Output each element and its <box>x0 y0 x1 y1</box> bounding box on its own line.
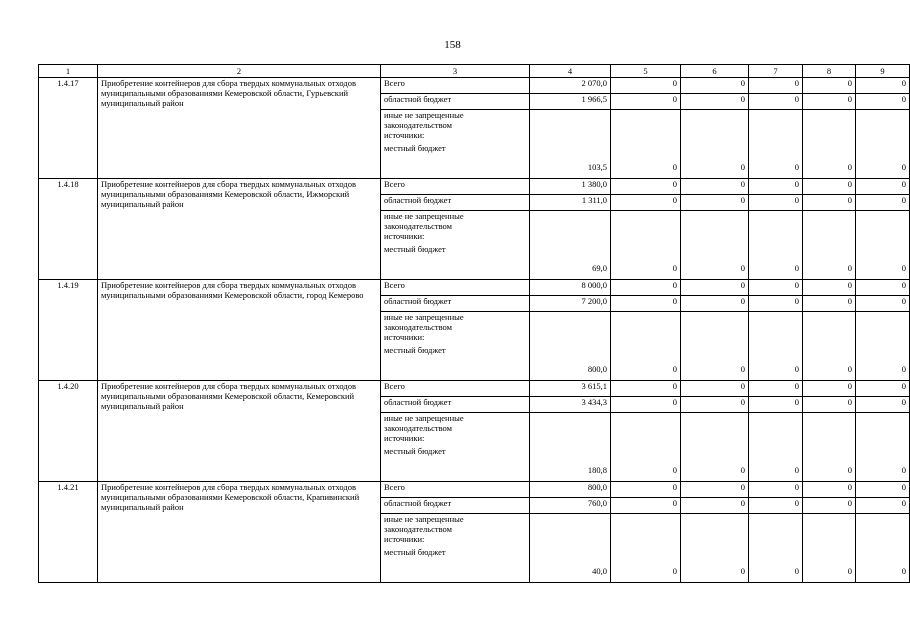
value-cell: 0 <box>611 296 681 312</box>
value-cell: 0 <box>611 397 681 413</box>
header-cell: 3 <box>381 65 530 78</box>
header-cell: 5 <box>611 65 681 78</box>
other-sources-label <box>384 413 526 456</box>
value-cell: 0 <box>681 78 749 94</box>
other-sources-line: иные не запрещенные <box>384 312 464 322</box>
other-sources-line: иные не запрещенные <box>384 211 464 221</box>
value-cell: 0 <box>681 94 749 110</box>
source-label-local: местный бюджет <box>384 143 446 153</box>
value-cell: 0 <box>803 110 856 179</box>
value-cell: 0 <box>856 514 910 583</box>
value-cell: 0 <box>611 413 681 482</box>
value-cell: 0 <box>749 110 803 179</box>
other-sources-line: иные не запрещенные <box>384 110 464 120</box>
source-label-total: Всего <box>381 381 530 397</box>
value-cell: 0 <box>611 381 681 397</box>
value-cell: 760,0 <box>530 498 611 514</box>
value-cell: 0 <box>856 381 910 397</box>
value-cell: 0 <box>856 94 910 110</box>
value-cell: 0 <box>803 498 856 514</box>
source-label-local: местный бюджет <box>384 446 446 456</box>
other-sources-label <box>384 514 526 557</box>
source-label-regional: областной бюджет <box>381 397 530 413</box>
value-cell: 0 <box>856 397 910 413</box>
other-sources-line: законодательством <box>384 120 453 130</box>
value-cell: 0 <box>856 78 910 94</box>
page-number: 158 <box>444 39 461 51</box>
value-cell: 0 <box>681 280 749 296</box>
item-code: 1.4.21 <box>39 482 98 583</box>
value-cell: 0 <box>749 397 803 413</box>
item-code: 1.4.18 <box>39 179 98 280</box>
value-cell: 0 <box>749 381 803 397</box>
value-cell: 0 <box>803 179 856 195</box>
other-sources-label <box>384 211 526 254</box>
header-cell: 6 <box>681 65 749 78</box>
value-cell: 69,0 <box>530 211 611 280</box>
value-cell: 0 <box>803 381 856 397</box>
source-label-other <box>381 312 530 381</box>
value-cell: 103,5 <box>530 110 611 179</box>
value-cell: 800,0 <box>530 482 611 498</box>
value-cell: 0 <box>803 312 856 381</box>
value-cell: 0 <box>856 413 910 482</box>
value-cell: 0 <box>803 94 856 110</box>
value-cell: 0 <box>611 94 681 110</box>
value-cell: 0 <box>856 482 910 498</box>
value-cell: 0 <box>681 397 749 413</box>
value-cell: 0 <box>803 482 856 498</box>
value-cell: 7 200,0 <box>530 296 611 312</box>
value-cell: 0 <box>611 195 681 211</box>
header-cell: 4 <box>530 65 611 78</box>
value-cell: 180,8 <box>530 413 611 482</box>
value-cell: 0 <box>803 78 856 94</box>
other-sources-line: законодательством <box>384 423 453 433</box>
source-label-total: Всего <box>381 179 530 195</box>
table-row-total <box>39 179 910 195</box>
value-cell: 0 <box>803 211 856 280</box>
value-cell: 0 <box>611 514 681 583</box>
value-cell: 0 <box>611 280 681 296</box>
value-cell: 0 <box>749 78 803 94</box>
value-cell: 0 <box>611 498 681 514</box>
value-cell: 0 <box>749 413 803 482</box>
value-cell: 0 <box>611 78 681 94</box>
value-cell: 0 <box>681 110 749 179</box>
value-cell: 0 <box>856 110 910 179</box>
header-cell: 9 <box>856 65 910 78</box>
item-code: 1.4.19 <box>39 280 98 381</box>
value-cell: 0 <box>681 514 749 583</box>
value-cell: 0 <box>681 312 749 381</box>
source-label-other <box>381 413 530 482</box>
table-row-total <box>39 381 910 397</box>
value-cell: 1 966,5 <box>530 94 611 110</box>
item-description: Приобретение контейнеров для сбора твердых коммунальных отходов муниципальными образованиями Кемеровской области, Крапивинский муниципальный район <box>98 482 381 583</box>
header-row <box>39 65 910 78</box>
source-label-regional: областной бюджет <box>381 195 530 211</box>
item-description: Приобретение контейнеров для сбора твердых коммунальных отходов муниципальными образованиями Кемеровской области, Гурьевский муниципальный район <box>98 78 381 179</box>
value-cell: 0 <box>856 280 910 296</box>
source-label-total: Всего <box>381 482 530 498</box>
value-cell: 0 <box>856 195 910 211</box>
source-label-local: местный бюджет <box>384 547 446 557</box>
table-row-total <box>39 280 910 296</box>
value-cell: 0 <box>681 179 749 195</box>
source-label-other <box>381 514 530 583</box>
other-sources-line: законодательством <box>384 221 453 231</box>
other-sources-label <box>384 312 526 355</box>
item-code: 1.4.20 <box>39 381 98 482</box>
value-cell: 0 <box>749 211 803 280</box>
source-label-total: Всего <box>381 280 530 296</box>
value-cell: 0 <box>803 413 856 482</box>
value-cell: 0 <box>611 211 681 280</box>
value-cell: 0 <box>749 296 803 312</box>
value-cell: 0 <box>856 296 910 312</box>
table-body <box>39 78 910 583</box>
value-cell: 0 <box>749 280 803 296</box>
other-sources-line: источники: <box>384 130 425 140</box>
source-label-local: местный бюджет <box>384 345 446 355</box>
item-description: Приобретение контейнеров для сбора твердых коммунальных отходов муниципальными образованиями Кемеровской области, Кемеровский муниципальный район <box>98 381 381 482</box>
source-label-other <box>381 211 530 280</box>
header-cell: 1 <box>39 65 98 78</box>
source-label-regional: областной бюджет <box>381 94 530 110</box>
other-sources-line: источники: <box>384 534 425 544</box>
other-sources-line: источники: <box>384 231 425 241</box>
value-cell: 8 000,0 <box>530 280 611 296</box>
value-cell: 0 <box>749 498 803 514</box>
value-cell: 0 <box>856 312 910 381</box>
value-cell: 0 <box>681 381 749 397</box>
other-sources-line: источники: <box>384 332 425 342</box>
value-cell: 0 <box>749 179 803 195</box>
other-sources-label <box>384 110 526 153</box>
value-cell: 0 <box>803 195 856 211</box>
value-cell: 0 <box>856 179 910 195</box>
value-cell: 0 <box>749 195 803 211</box>
other-sources-line: законодательством <box>384 524 453 534</box>
value-cell: 1 311,0 <box>530 195 611 211</box>
value-cell: 0 <box>749 312 803 381</box>
value-cell: 0 <box>749 482 803 498</box>
value-cell: 0 <box>611 312 681 381</box>
value-cell: 0 <box>681 296 749 312</box>
source-label-local: местный бюджет <box>384 244 446 254</box>
other-sources-line: источники: <box>384 433 425 443</box>
value-cell: 2 070,0 <box>530 78 611 94</box>
source-label-regional: областной бюджет <box>381 296 530 312</box>
value-cell: 1 380,0 <box>530 179 611 195</box>
header-cell: 2 <box>98 65 381 78</box>
value-cell: 0 <box>681 211 749 280</box>
value-cell: 0 <box>803 397 856 413</box>
value-cell: 0 <box>611 482 681 498</box>
value-cell: 0 <box>681 195 749 211</box>
other-sources-line: иные не запрещенные <box>384 514 464 524</box>
value-cell: 0 <box>803 296 856 312</box>
value-cell: 0 <box>681 482 749 498</box>
other-sources-line: законодательством <box>384 322 453 332</box>
item-description: Приобретение контейнеров для сбора твердых коммунальных отходов муниципальными образованиями Кемеровской области, город Кемерово <box>98 280 381 381</box>
table-row-total <box>39 482 910 498</box>
value-cell: 0 <box>856 498 910 514</box>
budget-table <box>38 64 910 583</box>
value-cell: 0 <box>803 280 856 296</box>
table-row-total <box>39 78 910 94</box>
header-cell: 7 <box>749 65 803 78</box>
value-cell: 0 <box>681 498 749 514</box>
value-cell: 0 <box>749 514 803 583</box>
source-label-regional: областной бюджет <box>381 498 530 514</box>
value-cell: 3 434,3 <box>530 397 611 413</box>
header-cell: 8 <box>803 65 856 78</box>
value-cell: 0 <box>611 179 681 195</box>
source-label-total: Всего <box>381 78 530 94</box>
value-cell: 800,0 <box>530 312 611 381</box>
source-label-other <box>381 110 530 179</box>
value-cell: 3 615,1 <box>530 381 611 397</box>
item-description: Приобретение контейнеров для сбора твердых коммунальных отходов муниципальными образованиями Кемеровской области, Ижморский муниципальный район <box>98 179 381 280</box>
value-cell: 0 <box>611 110 681 179</box>
value-cell: 0 <box>681 413 749 482</box>
value-cell: 0 <box>803 514 856 583</box>
value-cell: 40,0 <box>530 514 611 583</box>
value-cell: 0 <box>749 94 803 110</box>
item-code: 1.4.17 <box>39 78 98 179</box>
value-cell: 0 <box>856 211 910 280</box>
other-sources-line: иные не запрещенные <box>384 413 464 423</box>
